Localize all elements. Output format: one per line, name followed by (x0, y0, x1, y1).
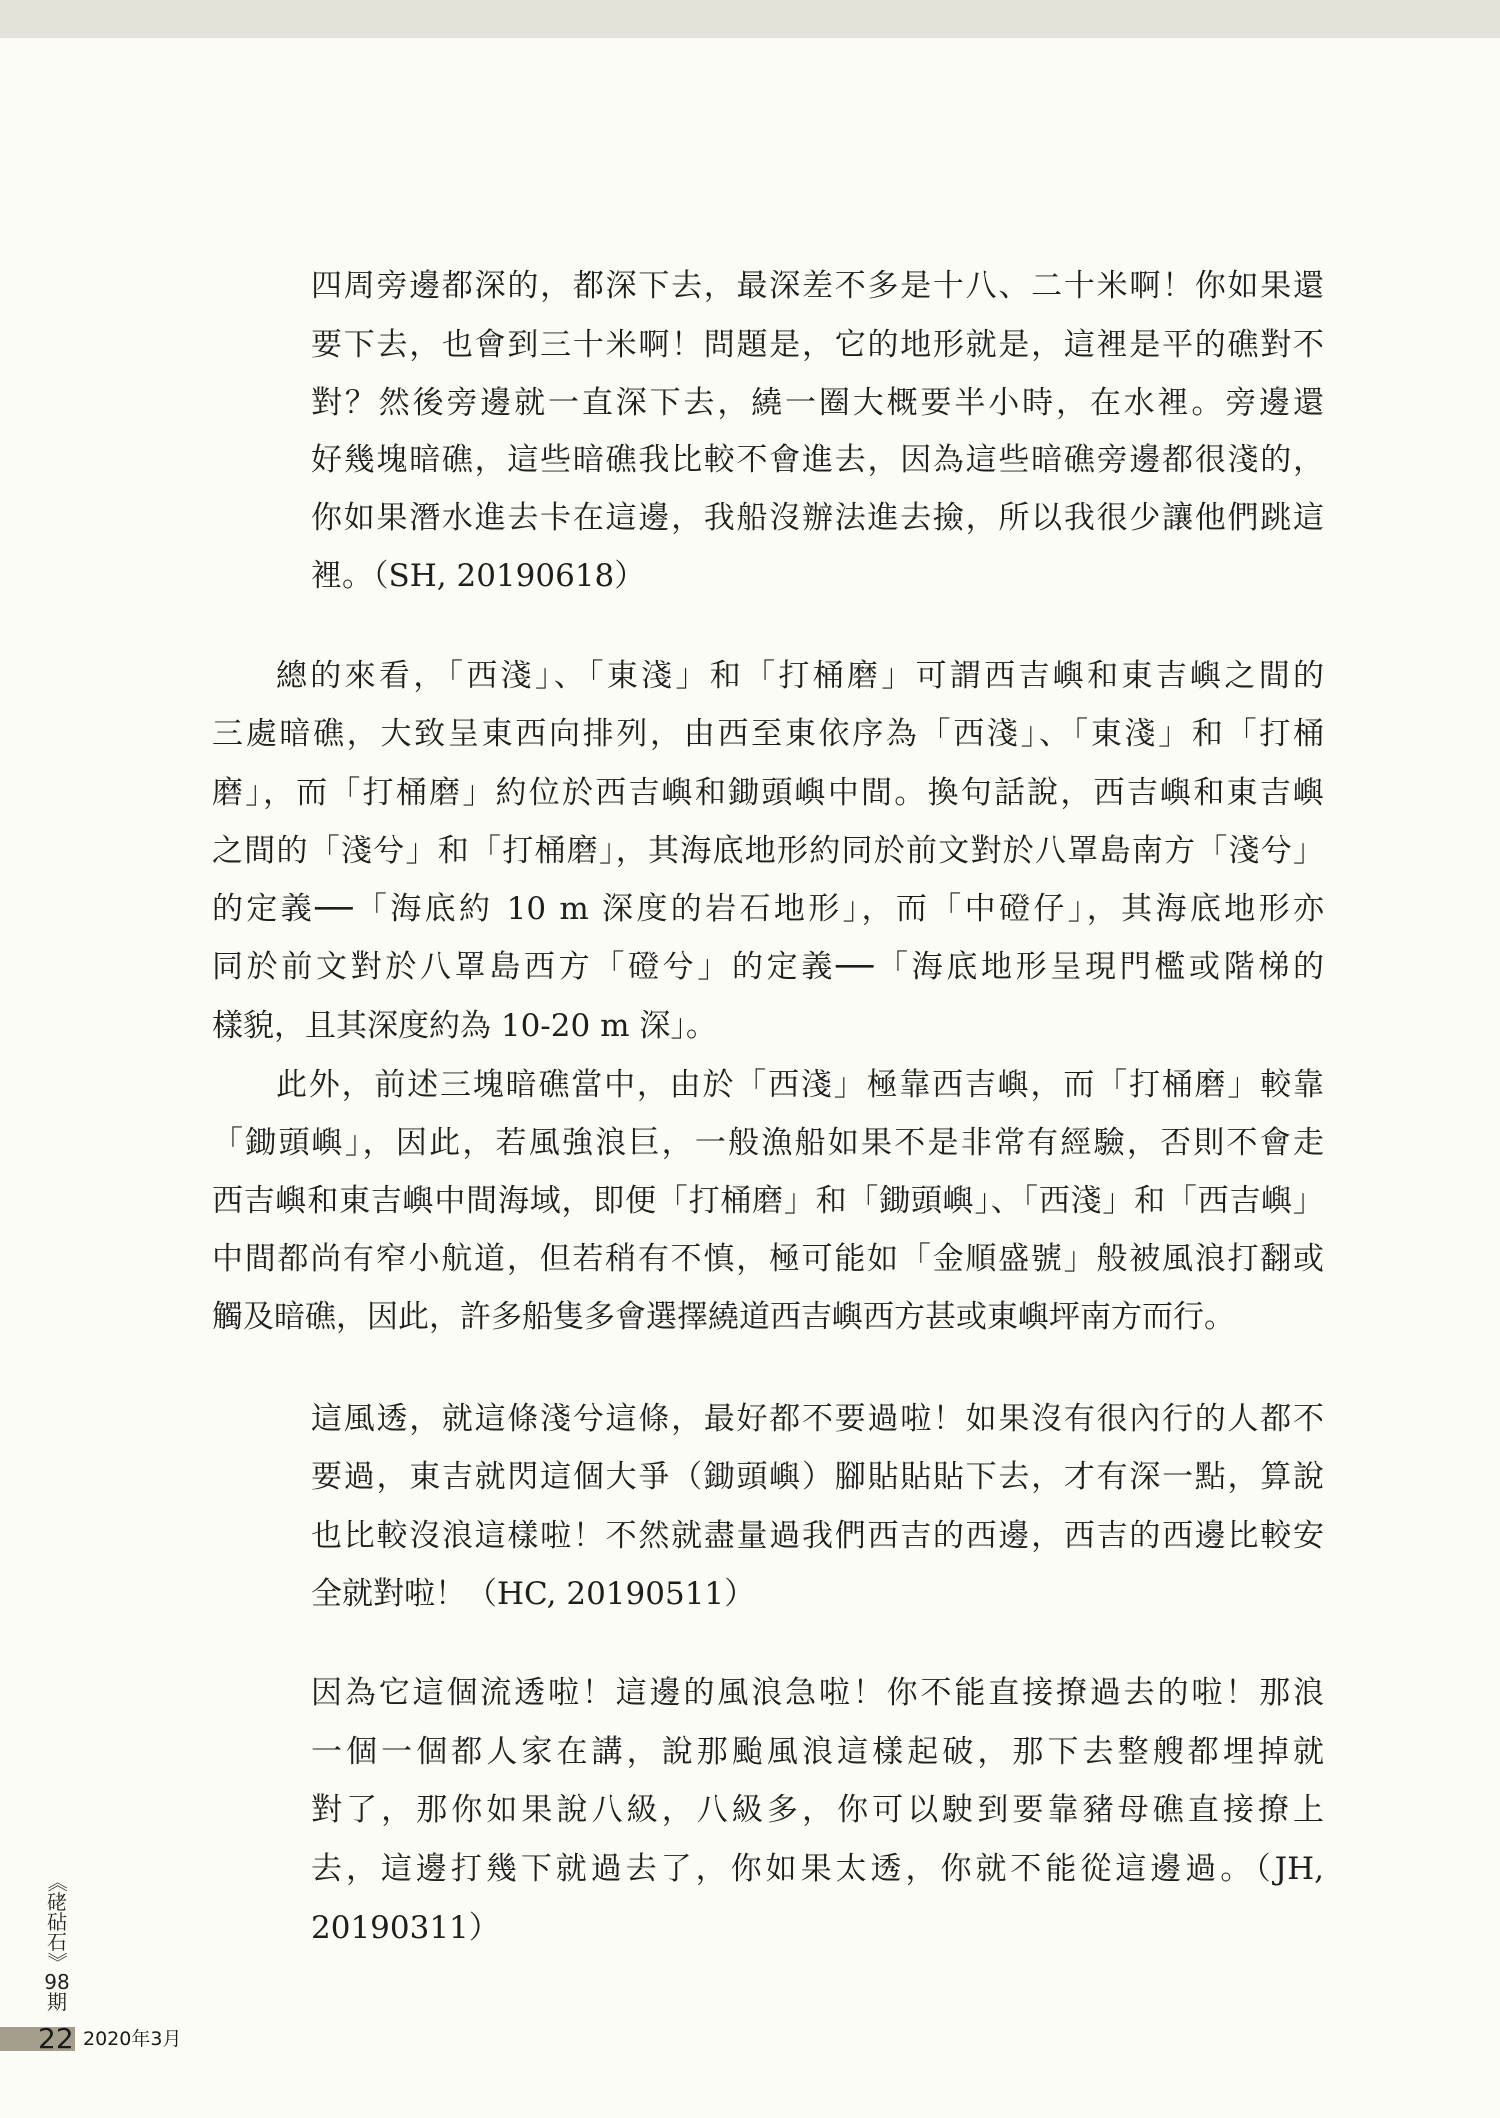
quote-line: 對了，那你如果說八級，八級多，你可以駛到要靠豬母礁直接撩上 (311, 1792, 1324, 1828)
journal-title-char: 》 (45, 1952, 69, 1972)
paragraph-line: 磨」，而「打桶磨」約位於西吉嶼和鋤頭嶼中間。換句話說，西吉嶼和東吉嶼 (212, 775, 1324, 811)
quote-line: 要過，東吉就閃這個大爭（鋤頭嶼）腳貼貼貼下去，才有深一點，算說 (311, 1459, 1324, 1495)
paragraph-line: 樣貌，且其深度約為 10-20 m 深」。 (212, 1008, 717, 1044)
paragraph-line: 此外，前述三塊暗礁當中，由於「西淺」極靠西吉嶼，而「打桶磨」較靠 (276, 1067, 1324, 1103)
journal-title-char: 砧 (47, 1910, 67, 1934)
page-number: 22 (38, 2022, 74, 2055)
paragraph-line: 中間都尚有窄小航道，但若稍有不慎，極可能如「金順盛號」般被風浪打翻或 (212, 1241, 1324, 1277)
quote-line: 也比較沒浪這樣啦！不然就盡量過我們西吉的西邊，西吉的西邊比較安 (311, 1518, 1324, 1554)
quote-line: 全就對啦！（HC, 20190511） (311, 1576, 756, 1612)
quote-line: 對？然後旁邊就一直深下去，繞一圈大概要半小時，在水裡。旁邊還 (311, 385, 1324, 421)
quote-line: 20190311） (311, 1910, 500, 1946)
scan-top-band (0, 0, 1500, 38)
quote-line: 好幾塊暗礁，這些暗礁我比較不會進去，因為這些暗礁旁邊都很淺的， (311, 442, 1324, 478)
journal-title-char: 《 (45, 1872, 69, 1892)
paragraph-line: 觸及暗礁，因此，許多船隻多會選擇繞道西吉嶼西方甚或東嶼坪南方而行。 (212, 1299, 1235, 1335)
paragraph-line: 總的來看，「西淺」、「東淺」和「打桶磨」可謂西吉嶼和東吉嶼之間的 (276, 658, 1324, 694)
quote-line: 因為它這個流透啦！這邊的風浪急啦！你不能直接撩過去的啦！那浪 (311, 1675, 1324, 1711)
quote-line: 去，這邊打幾下就過去了，你如果太透，你就不能從這邊過。（JH, (311, 1851, 1324, 1887)
quote-line: 你如果潛水進去卡在這邊，我船沒辦法進去撿，所以我很少讓他們跳這 (311, 500, 1324, 536)
paragraph-line: 的定義──「海底約 10 m 深度的岩石地形」，而「中磴仔」，其海底地形亦 (212, 891, 1324, 927)
paragraph-line: 「鋤頭嶼」，因此，若風強浪巨，一般漁船如果不是非常有經驗，否則不會走 (212, 1125, 1324, 1161)
quote-line: 四周旁邊都深的，都深下去，最深差不多是十八、二十米啊！你如果還 (311, 268, 1324, 304)
journal-issue-number: 98 (44, 1970, 70, 1994)
quote-line: 這風透，就這條淺兮這條，最好都不要過啦！如果沒有很內行的人都不 (311, 1401, 1324, 1437)
quote-line: 裡。（SH, 20190618） (311, 558, 646, 594)
paragraph-line: 之間的「淺兮」和「打桶磨」，其海底地形約同於前文對於八罩島南方「淺兮」 (212, 833, 1324, 869)
journal-issue-label: 期 (47, 1990, 67, 2014)
journal-title-char: 石 (47, 1930, 67, 1954)
journal-title-vertical (42, 1872, 72, 2012)
paragraph-line: 西吉嶼和東吉嶼中間海域，即便「打桶磨」和「鋤頭嶼」、「西淺」和「西吉嶼」 (212, 1183, 1324, 1219)
issue-date: 2020年3月 (83, 2028, 182, 2050)
paragraph-line: 同於前文對於八罩島西方「磴兮」的定義──「海底地形呈現門檻或階梯的 (212, 949, 1324, 985)
quote-line: 要下去，也會到三十米啊！問題是，它的地形就是，這裡是平的礁對不 (311, 327, 1324, 363)
quote-line: 一個一個都人家在講，說那颱風浪這樣起破，那下去整艘都埋掉就 (311, 1734, 1324, 1770)
journal-title-char: 硓 (47, 1890, 67, 1914)
paragraph-line: 三處暗礁，大致呈東西向排列，由西至東依序為「西淺」、「東淺」和「打桶 (212, 716, 1324, 752)
